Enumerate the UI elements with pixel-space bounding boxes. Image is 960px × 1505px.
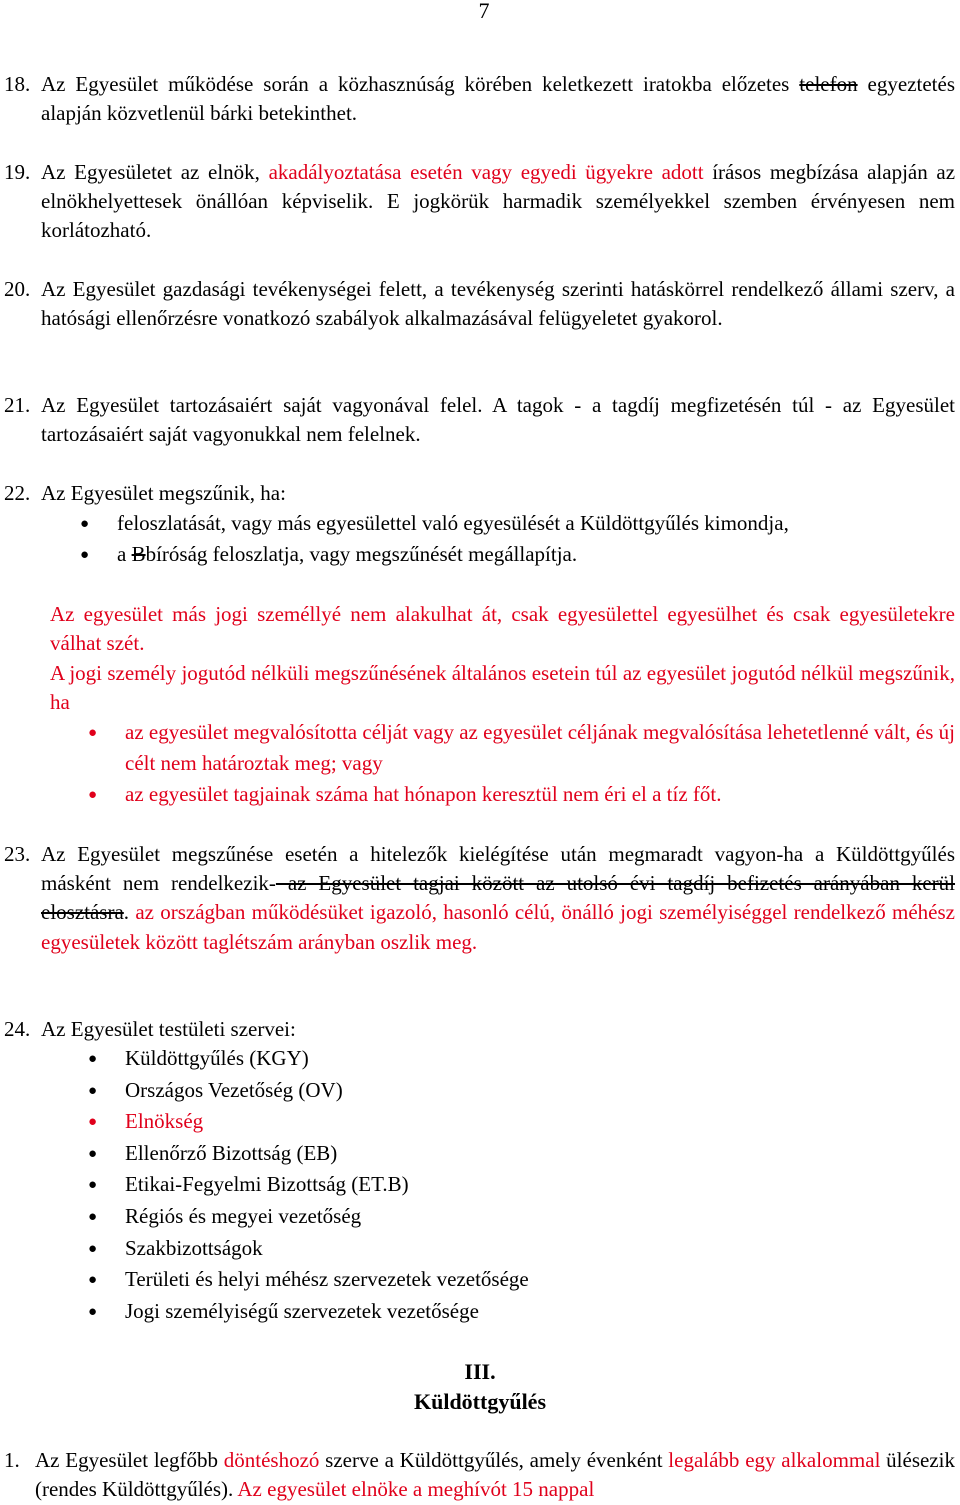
section-number: III.: [464, 1359, 496, 1384]
paragraph-body: Az Egyesület legfőbb döntéshozó szerve a Küldöttgyűlés, amely évenként legalább egy alkalommal ülésezik (rendes Küldöttgyűlés). Az egyesület elnöke a meghívót 15 nappal: [35, 1448, 955, 1502]
inserted-paragraph: A jogi személy jogutód nélküli megszűnésének általános esetein túl az egyesület jogutód nélkül megszűnik, ha: [50, 660, 955, 715]
paragraph-1: [4, 1446, 955, 1504]
inserted-text: akadályoztatása esetén vagy egyedi ügyekre adott: [268, 160, 704, 184]
paragraph-19: [4, 158, 955, 246]
bullet-icon: ●: [88, 787, 98, 803]
paragraph-number: 18.: [4, 72, 31, 96]
paragraph-number: 21.: [4, 393, 31, 417]
bullet-icon: ●: [88, 1145, 98, 1162]
bullet-icon: ●: [88, 1240, 98, 1257]
paragraph-number: 19.: [4, 160, 31, 184]
list-item: ● az egyesület tagjainak száma hat hónapon keresztül nem éri el a tíz főt.: [88, 779, 955, 810]
bullet-icon: ●: [88, 725, 98, 741]
paragraph-21: [4, 391, 955, 449]
list-item: ● Szakbizottságok: [88, 1233, 955, 1265]
list-item: ● az egyesület megvalósította célját vagy az egyesület céljának megvalósítása lehetetlenné vált, és új célt nem határoztak meg; vagy: [88, 720, 955, 775]
section-title: Küldöttgyűlés: [413, 1389, 547, 1414]
bullet-icon: ●: [88, 1051, 98, 1067]
list-item: ● Területi és helyi méhész szervezetek vezetősége: [88, 1264, 955, 1296]
inserted-text: Az egyesület elnöke a meghívót 15 nappal: [237, 1477, 595, 1502]
list-item: ● a Bbíróság feloszlatja, vagy megszűnését megállapítja.: [80, 539, 955, 570]
struck-text: B: [131, 542, 146, 566]
bullet-icon: ●: [88, 1082, 98, 1099]
inserted-termination-list: [88, 717, 955, 810]
bullet-icon: ●: [88, 1114, 98, 1131]
list-item: ● Ellenőrző Bizottság (EB): [88, 1138, 955, 1170]
inserted-paragraph: Az egyesület más jogi személlyé nem alakulhat át, csak egyesülettel egyesülhet és csak egyesületekre válhat szét.: [50, 602, 955, 656]
paragraph-number: 22.: [4, 481, 31, 505]
paragraph-body: Az Egyesület tartozásaiért saját vagyonával felel. A tagok - a tagdíj megfizetésén túl - az Egyesület tartozásaiért saját vagyonukkal nem felelnek.: [41, 393, 955, 447]
bullet-icon: ●: [88, 1208, 98, 1225]
bullet-icon: ●: [88, 1272, 98, 1289]
termination-list: [80, 508, 955, 570]
paragraph-body: Az Egyesület testületi szervei:: [41, 1017, 296, 1041]
list-item: ● Küldöttgyűlés (KGY): [88, 1043, 955, 1075]
paragraph-number: 23.: [4, 842, 31, 866]
inserted-block: [50, 600, 955, 718]
inserted-text: az országban működésüket igazoló, hasonló célú, önálló jogi személyiséggel rendelkező méhész egyesületek között taglétszám arányban oszlik meg.: [41, 900, 955, 954]
inserted-text: legalább egy alkalommal: [668, 1448, 881, 1472]
list-item: ● Jogi személyiségű szervezetek vezetősége: [88, 1296, 955, 1328]
list-item: ● feloszlatását, vagy más egyesülettel való egyesülését a Küldöttgyűlés kimondja,: [80, 508, 955, 539]
bullet-icon: ●: [88, 1177, 98, 1194]
paragraph-23: [4, 840, 955, 957]
bullet-icon: ●: [80, 516, 90, 532]
paragraph-body: Az Egyesület működése során a közhasznúság körében keletkezett iratokba előzetes telefon egyeztetés alapján közvetlenül bárki betekinthet.: [41, 72, 955, 126]
paragraph-22: [4, 479, 955, 508]
paragraph-body: Az Egyesület megszűnik, ha:: [41, 481, 286, 505]
paragraph-body: Az Egyesület megszűnése esetén a hitelezők kielégítése után megmaradt vagyon-ha a Küldöttgyűlés másként nem rendelkezik- az Egyesület tagjai között az utolsó évi tagdíj befizetés arányában kerül elosztásra. az országban működésüket igazoló, hasonló célú, önálló jogi személyiséggel rendelkező méhész egyesületek között taglétszám arányban oszlik meg.: [41, 842, 956, 954]
paragraph-body: Az Egyesületet az elnök, akadályoztatása esetén vagy egyedi ügyekre adott írásos megbízása alapján az elnökhelyettesek önállóan képviselik. E jogkörük harmadik személyekkel szemben érvényesen nem korlátozható.: [41, 160, 956, 243]
inserted-text: döntéshozó: [223, 1448, 320, 1472]
bodies-list: [88, 1043, 955, 1327]
paragraph-18: [4, 70, 955, 128]
bullet-icon: ●: [80, 547, 90, 563]
page-number: 7: [478, 0, 490, 23]
paragraph-number: 1.: [4, 1448, 20, 1472]
list-item: ● Régiós és megyei vezetőség: [88, 1201, 955, 1233]
paragraph-20: [4, 275, 955, 333]
list-item: ● Etikai-Fegyelmi Bizottság (ET.B): [88, 1169, 955, 1201]
struck-text: az Egyesület tagjai között az utolsó évi tagdíj befizetés arányában kerül elosztásra: [41, 871, 956, 925]
list-item: ● Elnökség: [88, 1106, 955, 1138]
paragraph-body: Az Egyesület gazdasági tevékenységei felett, a tevékenység szerinti hatáskörrel rendelkező állami szerv, a hatósági ellenőrzésre vonatkozó szabályok alkalmazásával felügyeletet gyakorol.: [41, 277, 955, 331]
paragraph-number: 24.: [4, 1017, 31, 1041]
paragraph-number: 20.: [4, 277, 31, 301]
bullet-icon: ●: [88, 1303, 98, 1320]
paragraph-24: [4, 1015, 955, 1044]
list-item: ● Országos Vezetőség (OV): [88, 1075, 955, 1107]
struck-text: telefon: [799, 72, 858, 96]
